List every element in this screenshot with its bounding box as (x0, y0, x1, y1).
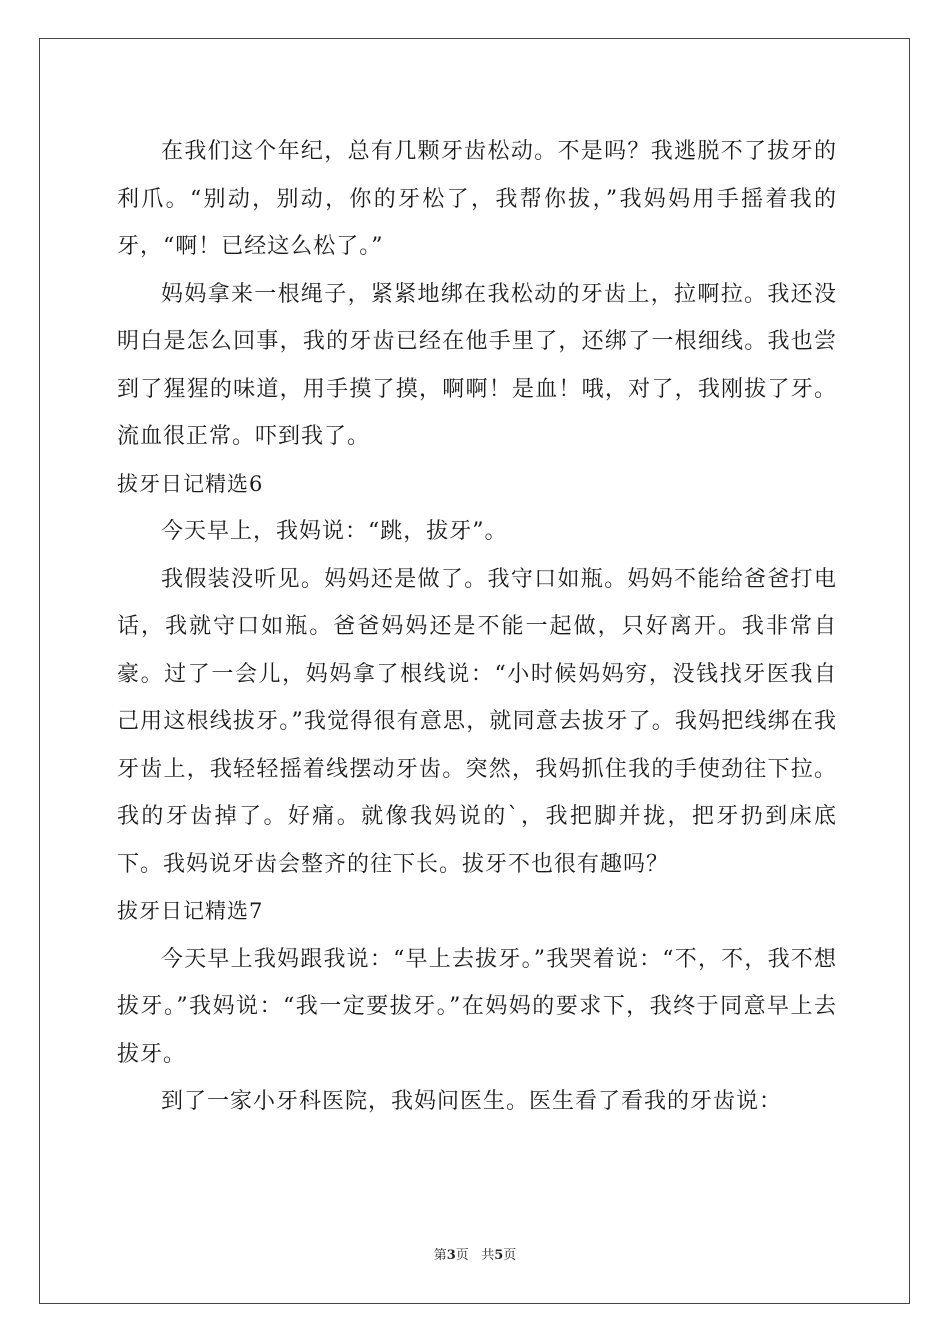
paragraph: 妈妈拿来一根绳子，紧紧地绑在我松动的牙齿上，拉啊拉。我还没明白是怎么回事，我的牙齿已经在他手里了，还绑了一根细线。我也尝到了猩猩的味道，用手摸了摸，啊啊！是血！哦，对了，我刚拔了牙。流血很正常。吓到我了。 (117, 281, 837, 449)
document-body (117, 128, 837, 1126)
paragraph: 在我们这个年纪，总有几颗牙齿松动。不是吗？我逃脱不了拔牙的利爪。“别动，别动，你的牙松了，我帮你拔，”我妈妈用手摇着我的牙，“啊！已经这么松了。” (117, 139, 837, 259)
paragraph: 我假装没听见。妈妈还是做了。我守口如瓶。妈妈不能给爸爸打电话，我就守口如瓶。爸爸妈妈还是不能一起做，只好离开。我非常自豪。过了一会儿，妈妈拿了根线说：“小时候妈妈穷，没钱找牙医我自己用这根线拔牙。”我觉得很有意思，就同意去拔牙了。我妈把线绑在我牙齿上，我轻轻摇着线摆动牙齿。突然，我妈抓住我的手使劲往下拉。我的牙齿掉了。好痛。就像我妈说的`，我把脚并拢，把牙扔到床底下。我妈说牙齿会整齐的往下长。拔牙不也很有趣吗？ (117, 566, 837, 877)
page-suffix: 页 (455, 1248, 469, 1263)
section-heading: 拔牙日记精选7 (117, 899, 264, 923)
paragraph: 到了一家小牙科医院，我妈问医生。医生看了看我的牙齿说： (161, 1089, 783, 1114)
page-footer (0, 1244, 950, 1263)
section-heading: 拔牙日记精选6 (117, 471, 264, 496)
page-current: 3 (446, 1248, 456, 1263)
total-prefix: 共 (481, 1248, 495, 1263)
total-suffix: 页 (503, 1248, 517, 1263)
paragraph: 今天早上，我妈说：“跳，拔牙”。 (161, 519, 508, 544)
paragraph: 今天早上我妈跟我说：“早上去拔牙。”我哭着说：“不，不，我不想拔牙。”我妈说：“我一定要拔牙。”在妈妈的要求下，我终于同意早上去拔牙。 (117, 946, 837, 1067)
page-prefix: 第 (433, 1248, 447, 1263)
page-total: 5 (494, 1248, 504, 1263)
